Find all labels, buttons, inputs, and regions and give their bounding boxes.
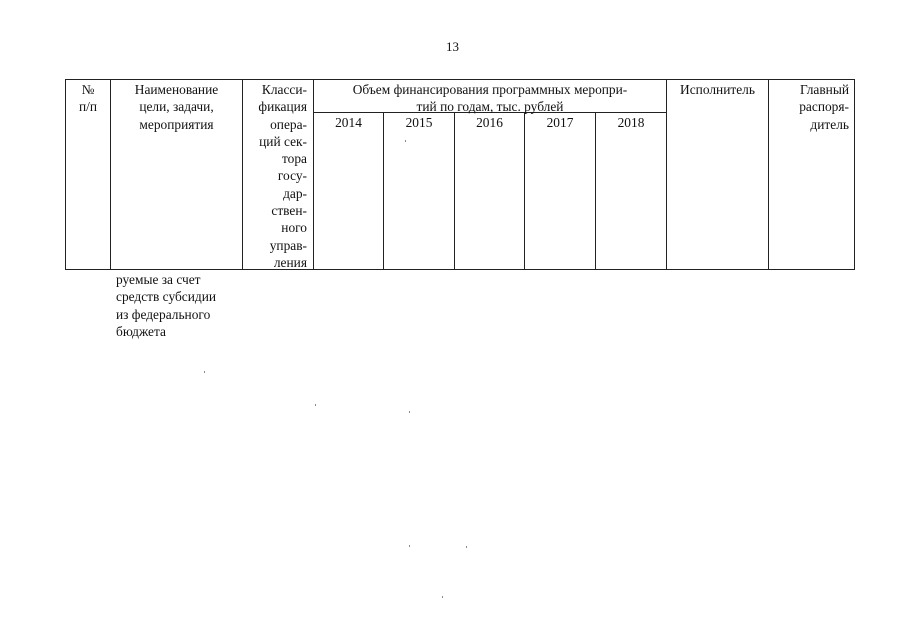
- header-funding: Объем финансирования программных меропри- тий по годам, тыс. рублей: [352, 82, 628, 115]
- scan-speck: [315, 404, 316, 406]
- header-manager: Главный распоря- дитель: [799, 82, 849, 132]
- header-classification: Класси- фикация опера- ций сек- тора госу- дар- ствен- ного управ- ления: [258, 82, 307, 270]
- year-2016: 2016: [476, 115, 503, 130]
- header-executor: Исполнитель: [680, 82, 755, 97]
- scan-speck: [466, 546, 467, 548]
- year-2014: 2014: [335, 115, 362, 130]
- header-name: Наименование цели, задачи, мероприятия: [134, 82, 219, 132]
- year-2017: 2017: [546, 115, 574, 130]
- year-2018: 2018: [617, 115, 645, 130]
- year-2015: 2015: [405, 115, 433, 130]
- scan-speck: [442, 596, 443, 598]
- continuation-text: руемые за счет средств субсидии из федерального бюджета: [116, 272, 217, 339]
- page-number: 13: [446, 39, 459, 54]
- scan-speck: [204, 371, 205, 373]
- scan-speck: [409, 545, 410, 547]
- scan-speck: [409, 411, 410, 413]
- header-num: № п/п: [78, 82, 98, 115]
- scan-speck: [405, 140, 406, 142]
